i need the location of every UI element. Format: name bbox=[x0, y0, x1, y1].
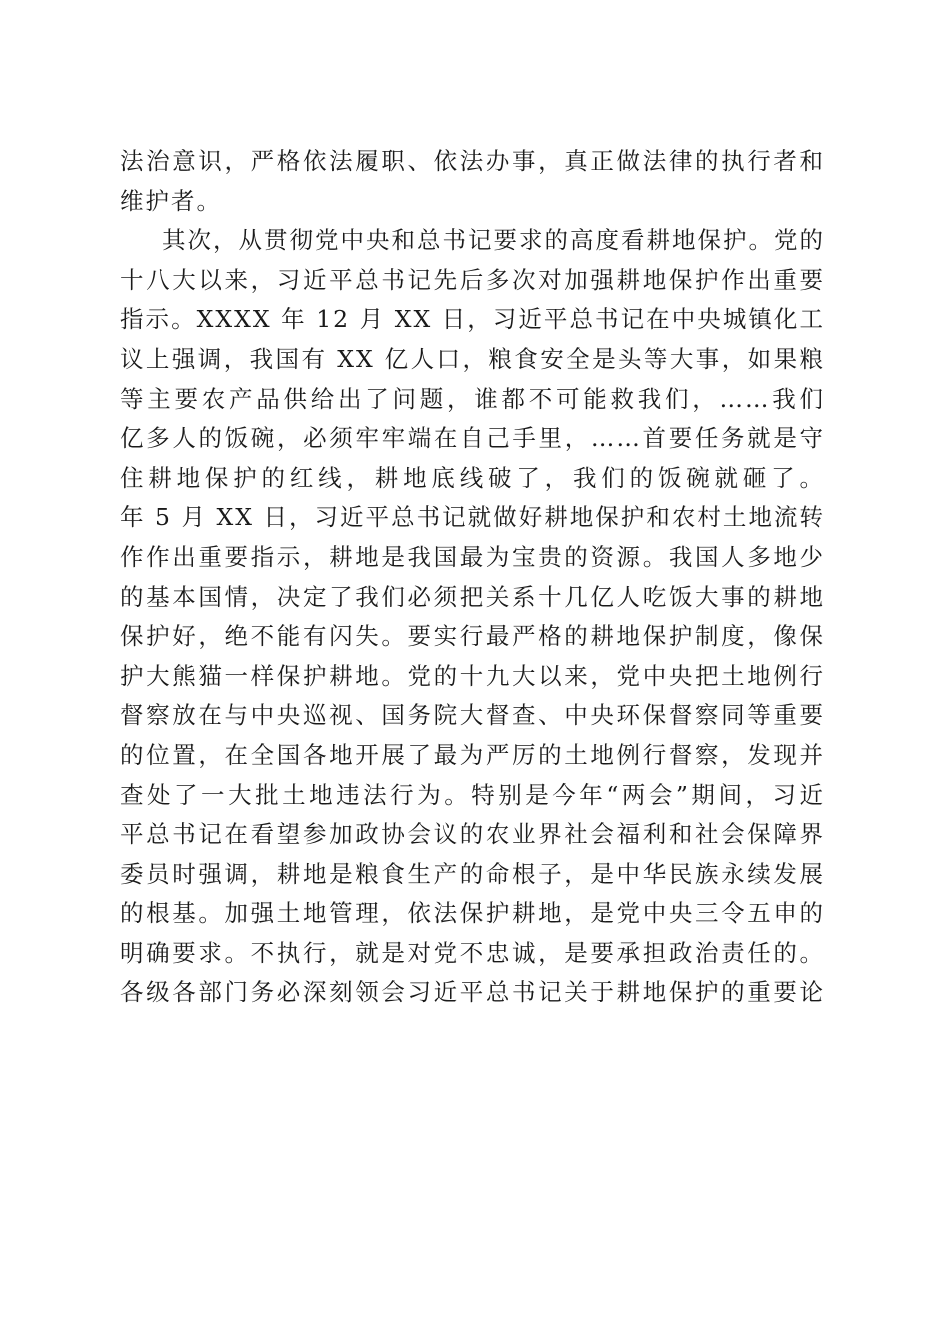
text-line: 的根基。加强土地管理，依法保护耕地，是党中央三令五申的 bbox=[120, 899, 825, 928]
text-line: 指示。XXXX 年 12 月 XX 日，习近平总书记在中央城镇化工 bbox=[120, 305, 825, 334]
text-line: 法治意识，严格依法履职、依法办事，真正做法律的执行者和 bbox=[120, 147, 825, 175]
text-line: 委员时强调，耕地是粮食生产的命根子，是中华民族永续发展 bbox=[120, 859, 825, 888]
text-line: 亿多人的饭碗，必须牢牢端在自己手里，……首要任务就是守 bbox=[120, 424, 825, 453]
text-line: 护大熊猫一样保护耕地。党的十九大以来，党中央把土地例行 bbox=[120, 661, 825, 690]
text-line: 住耕地保护的红线，耕地底线破了，我们的饭碗就砸了。 bbox=[120, 463, 825, 492]
text-line: 查处了一大批土地违法行为。特别是今年“两会”期间，习近 bbox=[120, 780, 825, 809]
text-line: 作作出重要指示，耕地是我国最为宝贵的资源。我国人多地少 bbox=[120, 542, 825, 571]
document-body bbox=[120, 142, 825, 1013]
text-line: 明确要求。不执行，就是对党不忠诚，是要承担政治责任的。 bbox=[120, 938, 825, 967]
text-line: 保护好，绝不能有闪失。要实行最严格的耕地保护制度，像保 bbox=[120, 622, 825, 651]
text-line: 各级各部门务必深刻领会习近平总书记关于耕地保护的重要论 bbox=[120, 978, 825, 1007]
text-line: 的基本国情，决定了我们必须把关系十几亿人吃饭大事的耕地 bbox=[120, 582, 825, 611]
text-line: 督察放在与中央巡视、国务院大督查、中央环保督察同等重要 bbox=[120, 701, 825, 730]
text-line: 其次，从贯彻党中央和总书记要求的高度看耕地保护。党的 bbox=[162, 226, 825, 255]
text-line: 年 5 月 XX 日，习近平总书记就做好耕地保护和农村土地流转 bbox=[120, 503, 825, 532]
text-line: 等主要农产品供给出了问题，谁都不可能救我们，……我们 bbox=[120, 384, 825, 413]
text-line: 维护者。 bbox=[120, 186, 222, 215]
text-line: 十八大以来，习近平总书记先后多次对加强耕地保护作出重要 bbox=[120, 265, 825, 294]
text-line: 的位置，在全国各地开展了最为严厉的土地例行督察，发现并 bbox=[120, 740, 825, 769]
text-line: 平总书记在看望参加政协会议的农业界社会福利和社会保障界 bbox=[120, 820, 825, 849]
text-line: 议上强调，我国有 XX 亿人口，粮食安全是头等大事，如果粮 bbox=[120, 344, 825, 373]
